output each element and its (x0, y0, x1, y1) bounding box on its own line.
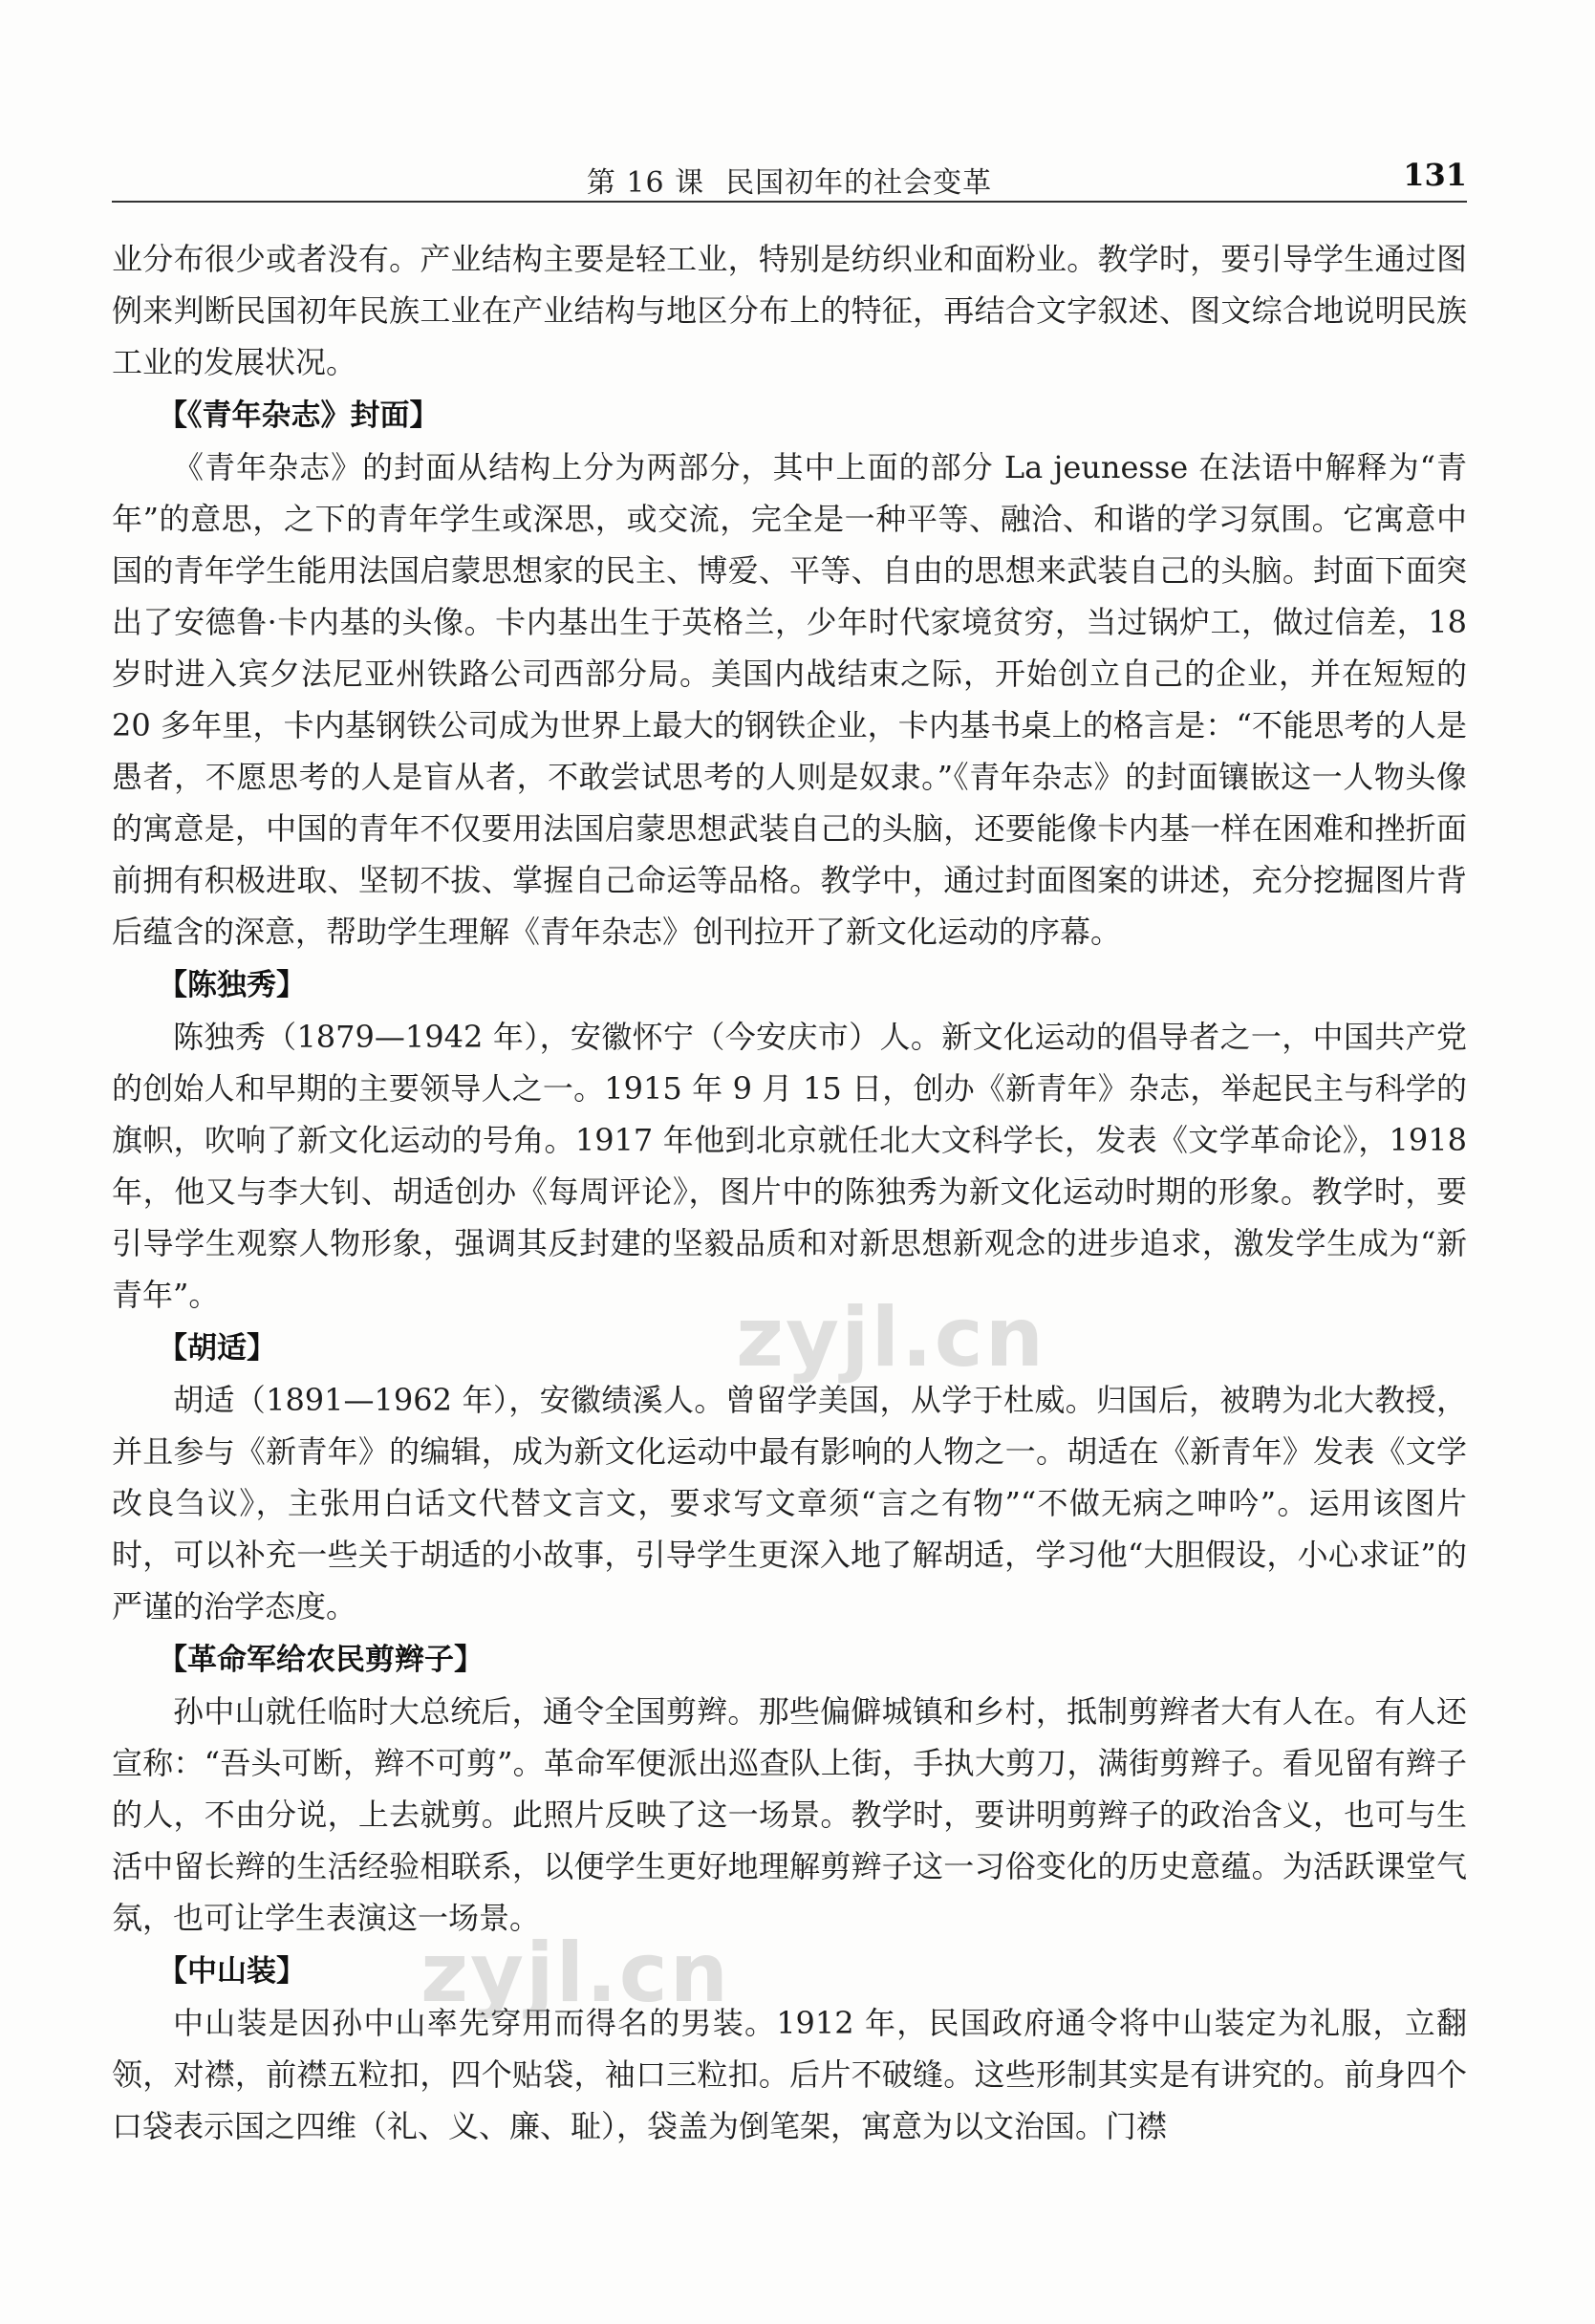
section-heading-youth-magazine-cover: 【《青年杂志》封面】 (158, 398, 440, 433)
section-paragraph-zhongshan-suit: 中山装是因孙中山率先穿用而得名的男装。1912 年，民国政府通令将中山装定为礼服，立翻领，对襟，前襟五粒扣，四个贴袋，袖口三粒扣。后片不破缝。这些形制其实是有讲究的。前身四个口袋表示国之四维（礼、义、廉、耻），袋盖为倒笔架，寓意为以文治国。门襟 (112, 2005, 1467, 2144)
lesson-number: 第 16 课 (586, 166, 705, 200)
section-paragraph-cutting-queues: 孙中山就任临时大总统后，通令全国剪辫。那些偏僻城镇和乡村，抵制剪辫者大有人在。有人还宣称：“吾头可断，辫不可剪”。革命军便派出巡查队上街，手执大剪刀，满街剪辫子。看见留有辫子的人，不由分说，上去就剪。此照片反映了这一场景。教学时，要讲明剪辫子的政治含义，也可与生活中留长辫的生活经验相联系，以便学生更好地理解剪辫子这一习俗变化的历史意蕴。为活跃课堂气氛，也可让学生表演这一场景。 (112, 1693, 1467, 1936)
section-heading-zhongshan-suit: 【中山装】 (158, 1954, 306, 1989)
lesson-title: 民国初年的社会变革 (725, 166, 993, 200)
section-heading-cutting-queues: 【革命军给农民剪辫子】 (158, 1643, 484, 1677)
section-paragraph-chen-duxiu: 陈独秀（1879—1942 年），安徽怀宁（今安庆市）人。新文化运动的倡导者之一，中国共产党的创始人和早期的主要领导人之一。1915 年 9 月 15 日，创办《新青年》杂志，举起民主与科学的旗帜，吹响了新文化运动的号角。1917 年他到北京就任北大文科学长，发表《文学革命论》，1918 年，他又与李大钊、胡适创办《每周评论》，图片中的陈独秀为新文化运动时期的形象。教学时，要引导学生观察人物形象，强调其反封建的坚毅品质和对新思想新观念的进步追求，激发学生成为“新青年”。 (112, 1019, 1467, 1313)
section-paragraph-youth-magazine-cover: 《青年杂志》的封面从结构上分为两部分，其中上面的部分 La jeunesse 在法语中解释为“青年”的意思，之下的青年学生或深思，或交流，完全是一种平等、融洽、和谐的学习氛围。它寓意中国的青年学生能用法国启蒙思想家的民主、博爱、平等、自由的思想来武装自己的头脑。封面下面突出了安德鲁·卡内基的头像。卡内基出生于英格兰，少年时代家境贫穷，当过锅炉工，做过信差，18 岁时进入宾夕法尼亚州铁路公司西部分局。美国内战结束之际，开始创立自己的企业，并在短短的 20 多年里，卡内基钢铁公司成为世界上最大的钢铁企业，卡内基书桌上的格言是：“不能思考的人是愚者，不愿思考的人是盲从者，不敢尝试思考的人则是奴隶。”《青年杂志》的封面镶嵌这一人物头像的寓意是，中国的青年不仅要用法国启蒙思想武装自己的头脑，还要能像卡内基一样在困难和挫折面前拥有积极进取、坚韧不拔、掌握自己命运等品格。教学中，通过封面图案的讲述，充分挖掘图片背后蕴含的深意，帮助学生理解《青年杂志》创刊拉开了新文化运动的序幕。 (112, 449, 1467, 950)
header-divider (112, 201, 1467, 203)
intro-paragraph: 业分布很少或者没有。产业结构主要是轻工业，特别是纺织业和面粉业。教学时，要引导学生通过图例来判断民国初年民族工业在产业结构与地区分布上的特征，再结合文字叙述、图文综合地说明民族工业的发展状况。 (112, 241, 1467, 380)
section-heading-chen-duxiu: 【陈独秀】 (158, 968, 306, 1002)
section-heading-hu-shi: 【胡适】 (158, 1331, 276, 1366)
watermark: zyjl.cn (736, 1290, 1045, 1386)
page-number: 131 (1403, 157, 1467, 193)
header-title-line (112, 159, 1467, 201)
section-paragraph-hu-shi: 胡适（1891—1962 年），安徽绩溪人。曾留学美国，从学于杜威。归国后，被聘为北大教授，并且参与《新青年》的编辑，成为新文化运动中最有影响的人物之一。胡适在《新青年》发表《文学改良刍议》，主张用白话文代替文言文，要求写文章须“言之有物”“不做无病之呻吟”。运用该图片时，可以补充一些关于胡适的小故事，引导学生更深入地了解胡适，学习他“大胆假设，小心求证”的严谨的治学态度。 (112, 1382, 1467, 1625)
page-body (112, 233, 1467, 2152)
watermark: zyjl.cn (420, 1926, 730, 2021)
running-header (112, 153, 1467, 201)
